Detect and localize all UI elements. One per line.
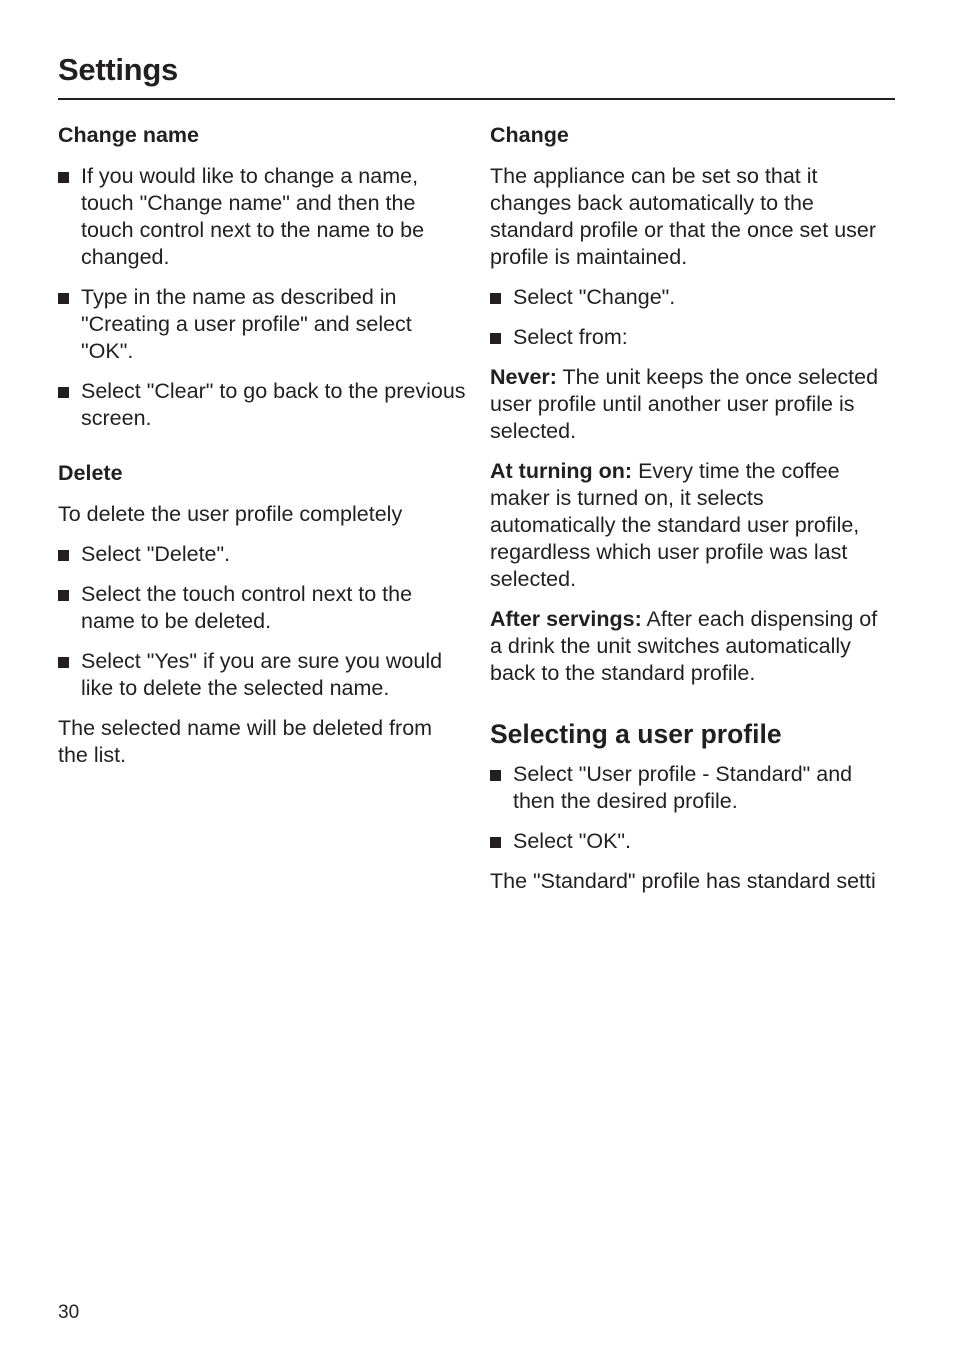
page-title: Settings [58, 52, 178, 87]
delete-intro: To delete the user profile completely [58, 502, 403, 526]
change-heading: Change [490, 123, 569, 147]
option-at-turning-on [490, 458, 890, 593]
change-intro: The appliance can be set so that it changes back automatically to the standard profile or that the once set user profile is maintained. [490, 164, 877, 269]
list-item [490, 324, 890, 351]
list-item-text: Select the touch control next to the name to be deleted. [81, 582, 413, 633]
list-item-text: Select from: [513, 325, 628, 349]
right-column [490, 122, 890, 908]
bullet-square-icon [58, 657, 69, 668]
list-item [58, 581, 466, 635]
bullet-square-icon [58, 550, 69, 561]
bullet-square-icon [490, 293, 501, 304]
list-item-text: Type in the name as described in "Creating a user profile" and select "OK". [81, 285, 412, 363]
list-item [490, 284, 890, 311]
list-item [490, 761, 890, 815]
list-item [58, 284, 466, 365]
option-term: After servings: [490, 607, 642, 631]
list-item-text: Select "Delete". [81, 542, 231, 566]
left-column [58, 122, 466, 782]
option-after-servings [490, 606, 890, 687]
option-never [490, 364, 890, 445]
change-name-heading: Change name [58, 123, 199, 147]
list-item [490, 828, 890, 855]
bullet-square-icon [58, 387, 69, 398]
bullet-square-icon [58, 172, 69, 183]
list-item [58, 163, 466, 271]
list-item-text: Select "Yes" if you are sure you would like to delete the selected name. [81, 649, 443, 700]
bullet-square-icon [490, 837, 501, 848]
selecting-profile-heading: Selecting a user profile [490, 719, 782, 749]
list-item-text: Select "OK". [513, 829, 632, 853]
bullet-square-icon [58, 590, 69, 601]
selecting-outro: The "Standard" profile has standard setti [490, 869, 876, 893]
option-term: At turning on: [490, 459, 633, 483]
bullet-square-icon [490, 770, 501, 781]
option-text: After each dispensing of a drink the unit switches automatically back to the standard profile. [490, 607, 878, 685]
page-number: 30 [58, 1302, 80, 1323]
list-item [58, 648, 466, 702]
title-divider [58, 98, 895, 100]
delete-outro: The selected name will be deleted from the list. [58, 716, 433, 767]
delete-heading: Delete [58, 461, 123, 485]
list-item-text: Select "Clear" to go back to the previous screen. [81, 379, 466, 430]
option-text: Every time the coffee maker is turned on, it selects automatically the standard user profile, regardless which user profile was last selected. [490, 459, 860, 591]
bullet-square-icon [58, 293, 69, 304]
list-item-text: Select "Change". [513, 285, 676, 309]
list-item-text: Select "User profile - Standard" and then the desired profile. [513, 762, 853, 813]
option-term: Never: [490, 365, 557, 389]
list-item [58, 378, 466, 432]
list-item-text: If you would like to change a name, touch "Change name" and then the touch control next to the name to be changed. [81, 164, 425, 269]
option-text: The unit keeps the once selected user profile until another user profile is selected. [490, 365, 879, 443]
bullet-square-icon [490, 333, 501, 344]
list-item [58, 541, 466, 568]
